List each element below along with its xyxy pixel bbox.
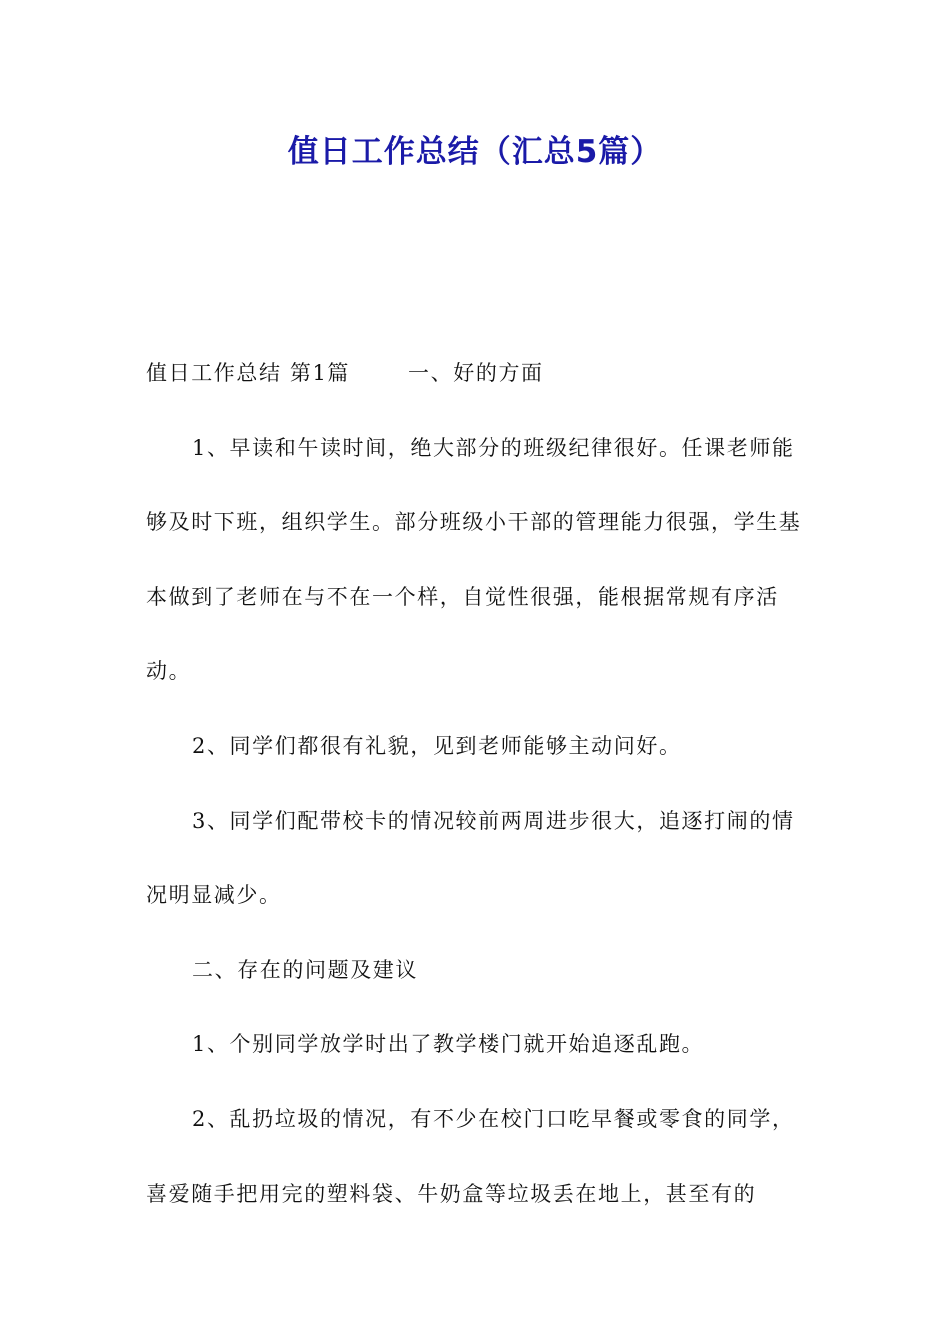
section-subheading: 一、好的方面: [408, 361, 544, 385]
first-line: [146, 336, 814, 411]
paragraph-2: 2、同学们都很有礼貌，见到老师能够主动问好。: [192, 733, 682, 758]
paragraph-5: 1、个别同学放学时出了教学楼门就开始追逐乱跑。: [192, 1032, 705, 1057]
paragraph-3: 3、同学们配带校卡的情况较前两周进步很大，追逐打闹的情况明显减少。: [146, 808, 795, 908]
paragraph-1: 1、早读和午读时间，绝大部分的班级纪律很好。任课老师能够及时下班，组织学生。部分班级小干部的管理能力很强，学生基本做到了老师在与不在一个样，自觉性很强，能根据常规有序活动。: [146, 435, 802, 684]
section-heading: 值日工作总结 第1篇: [146, 361, 351, 385]
document-title: 值日工作总结（汇总5篇）: [287, 134, 663, 170]
document-body: [146, 336, 814, 1231]
paragraph-6: 2、乱扔垃圾的情况，有不少在校门口吃早餐或零食的同学，喜爱随手把用完的塑料袋、牛奶盒等垃圾丢在地上，甚至有的: [146, 1106, 795, 1206]
paragraph-4: 二、存在的问题及建议: [192, 957, 418, 982]
